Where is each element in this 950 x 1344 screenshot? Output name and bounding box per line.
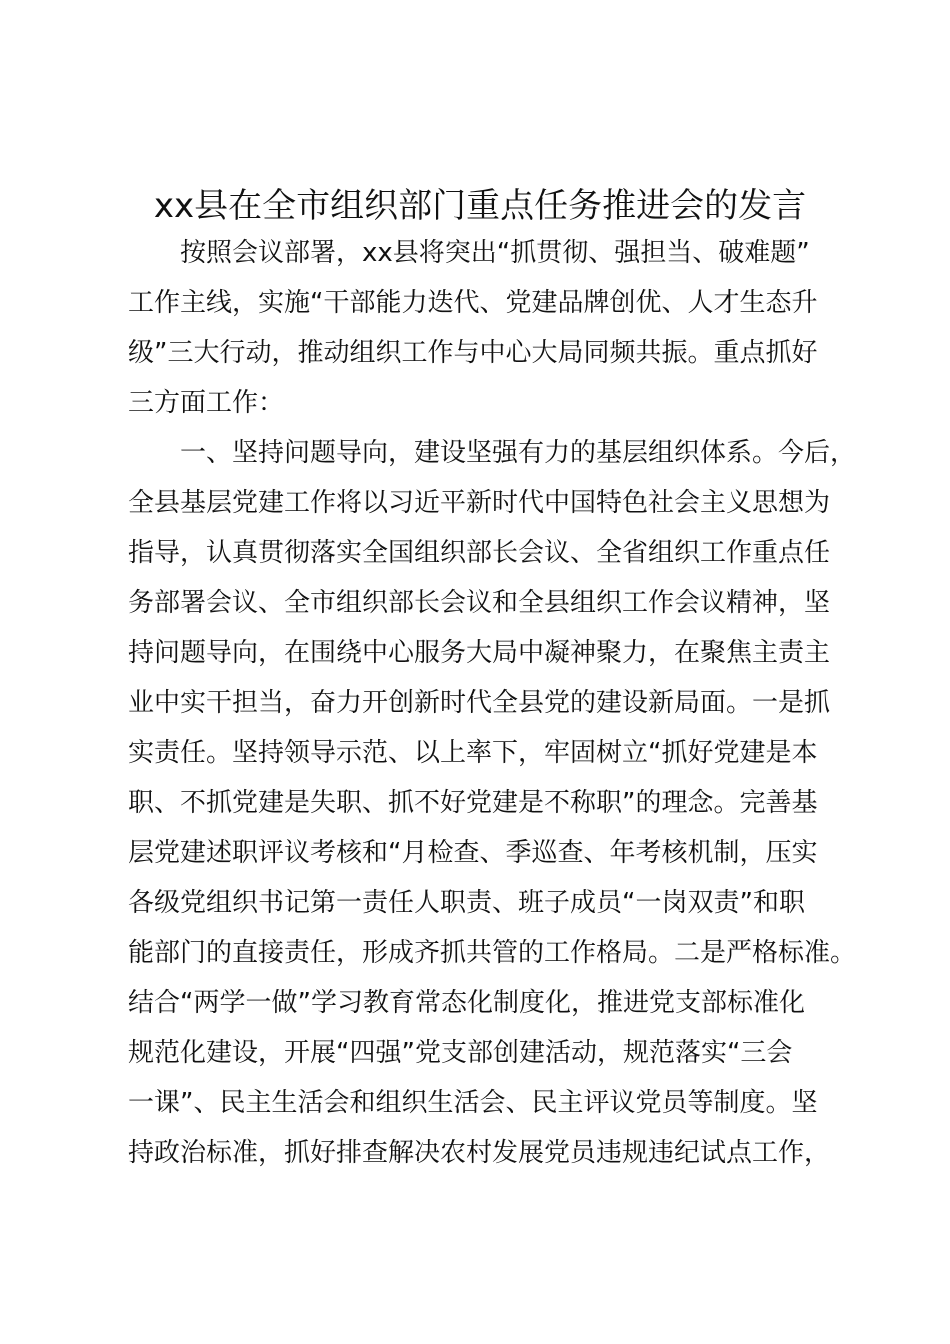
document-title: xx县在全市组织部门重点任务推进会的发言 (153, 186, 807, 226)
paragraph-line: 各级党组织书记第一责任人职责、班子成员“一岗双责”和职 (128, 888, 805, 918)
paragraph-line: 指导，认真贯彻落实全国组织部长会议、全省组织工作重点任 (128, 538, 831, 568)
paragraph-line: 实责任。坚持领导示范、以上率下，牢固树立“抓好党建是本 (128, 738, 818, 768)
paragraph-line: 工作主线，实施“干部能力迭代、党建品牌创优、人才生态升 (128, 288, 818, 318)
section-heading-line: 一、坚持问题导向，建设坚强有力的基层组织体系。今后， (180, 438, 857, 468)
paragraph-line: 持政治标准，抓好排查解决农村发展党员违规违纪试点工作， (128, 1138, 831, 1168)
paragraph-line: 三方面工作： (128, 388, 285, 418)
paragraph-line: 职、不抓党建是失职、抓不好党建是不称职”的理念。完善基 (128, 788, 818, 818)
paragraph-line: 级”三大行动，推动组织工作与中心大局同频共振。重点抓好 (128, 338, 818, 368)
paragraph-line: 业中实干担当，奋力开创新时代全县党的建设新局面。一是抓 (128, 688, 831, 718)
paragraph-line: 一课”、民主生活会和组织生活会、民主评议党员等制度。坚 (128, 1088, 818, 1118)
paragraph-line: 全县基层党建工作将以习近平新时代中国特色社会主义思想为 (128, 488, 831, 518)
paragraph-line: 务部署会议、全市组织部长会议和全县组织工作会议精神，坚 (128, 588, 831, 618)
paragraph-line: 层党建述职评议考核和“月检查、季巡查、年考核机制，压实 (128, 838, 818, 868)
document-body (128, 228, 868, 1178)
paragraph-line: 按照会议部署，xx县将突出“抓贯彻、强担当、破难题” (180, 238, 810, 268)
paragraph-line: 能部门的直接责任，形成齐抓共管的工作格局。二是严格标准。 (128, 938, 857, 968)
paragraph-line: 持问题导向，在围绕中心服务大局中凝神聚力，在聚焦主责主 (128, 638, 831, 668)
paragraph-line: 规范化建设，开展“四强”党支部创建活动，规范落实“三会 (128, 1038, 793, 1068)
paragraph-line: 结合“两学一做”学习教育常态化制度化，推进党支部标准化 (128, 988, 805, 1018)
